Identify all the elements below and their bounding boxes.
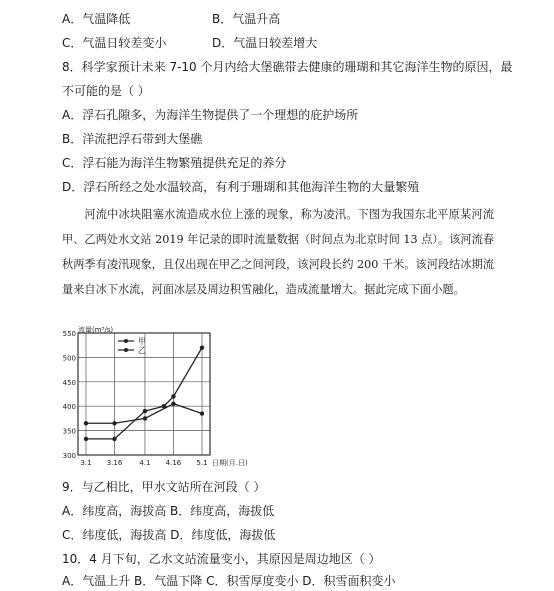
chart-series (84, 345, 204, 441)
data-point (171, 394, 175, 398)
legend-marker (124, 348, 128, 352)
option-c-prev: C．气温日较差变小 (62, 36, 167, 50)
q8-option-d: D．浮石所经之处水温较高，有利于珊瑚和其他海洋生物的大量繁殖 (62, 180, 420, 194)
flow-chart (60, 325, 260, 473)
q9-options-ab: A．纬度高，海拔高 B．纬度高，海拔低 (62, 504, 275, 518)
option-d-prev: D．气温日较差增大 (212, 36, 318, 50)
y-tick-label: 400 (62, 403, 76, 412)
data-point (171, 402, 175, 406)
x-tick-label: 5.1 (196, 459, 208, 467)
passage: 河流中冰块阻塞水流造成水位上涨的现象，称为凌汛。下图为我国东北平原某河流甲、乙两处水文站 2019 年记录的即时流量数据（时间点为北京时间 13 点）。该河流春秋两季有凌汛现象，且仅出现在甲乙之间河段，该河段长约 200 千米。该河段结冰期流量来自冰下水流，河面冰层及周边积雪融化，造成流量增大。据此完成下面小题。 (62, 208, 494, 296)
x-tick-label: 3.16 (106, 459, 123, 467)
x-tick-label: 4.1 (139, 459, 151, 467)
legend-marker (124, 339, 128, 343)
y-axis-label: 流量(m³/s) (78, 326, 114, 334)
y-tick-label: 300 (62, 452, 76, 460)
data-point (84, 421, 88, 425)
x-tick-label: 4.16 (165, 459, 182, 467)
q8-option-b: B．洋流把浮石带到大堡礁 (62, 132, 203, 146)
x-tick-label: 3.1 (80, 459, 92, 467)
legend-label: 乙 (138, 346, 146, 355)
y-tick-label: 450 (62, 378, 76, 387)
chart-labels (63, 325, 248, 467)
x-axis-label: 日期(月.日) (212, 459, 248, 467)
y-tick-label: 550 (62, 330, 76, 338)
option-b-prev: B．气温升高 (212, 12, 281, 26)
data-point (200, 411, 204, 415)
y-tick-label: 350 (62, 427, 76, 436)
data-point (84, 437, 88, 441)
q10-stem: 10．4 月下旬，乙水文站流量变小，其原因是周边地区（ ） (62, 552, 381, 566)
q8-option-c: C．浮石能为海洋生物繁殖提供充足的养分 (62, 156, 287, 170)
q8-stem-line1: 8．科学家预计未来 7-10 个月内给大堡礁带去健康的珊瑚和其它海洋生物的原因，最 (62, 60, 513, 74)
data-point (143, 416, 147, 420)
q9-stem: 9．与乙相比，甲水文站所在河段（ ） (62, 480, 266, 494)
q8-option-a: A．浮石孔隙多，为海洋生物提供了一个理想的庇护场所 (62, 108, 359, 122)
y-tick-label: 500 (62, 354, 76, 363)
q10-options: A．气温上升 B．气温下降 C．积雪厚度变小 D．积雪面积变小 (62, 574, 396, 588)
option-a-prev: A．气温降低 (62, 12, 131, 26)
q9-options-cd: C．纬度低，海拔高 D．纬度低，海拔低 (62, 528, 276, 542)
data-point (143, 409, 147, 413)
data-point (112, 437, 116, 441)
data-point (200, 345, 204, 349)
data-point (112, 421, 116, 425)
q8-stem-line2: 不可能的是（ ） (62, 84, 150, 98)
legend-label: 甲 (138, 337, 146, 346)
series-line-jia (86, 348, 202, 439)
